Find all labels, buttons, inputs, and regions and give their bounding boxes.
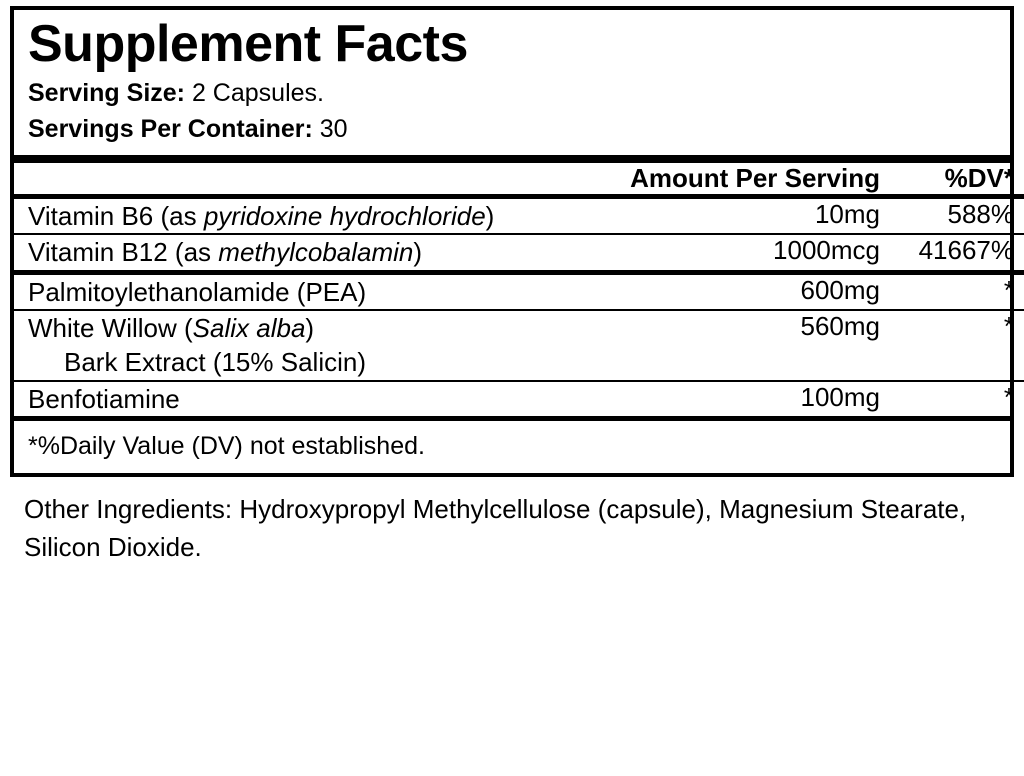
servings-per-container-label: Servings Per Container:	[28, 114, 313, 143]
nutrient-dv: *	[1003, 311, 1014, 342]
table-row	[14, 382, 1024, 416]
nutrient-name-prefix: Benfotiamine	[28, 383, 180, 414]
servings-per-container-value: 30	[319, 114, 348, 143]
nutrient-dv: 41667%	[918, 235, 1014, 266]
table-header-row	[14, 163, 1024, 194]
nutrient-name	[14, 275, 580, 309]
nutrient-name	[14, 311, 580, 380]
nutrient-dv: *	[1003, 381, 1014, 412]
nutrient-name-suffix: )	[485, 201, 495, 232]
nutrient-amount: 100mg	[800, 381, 880, 412]
nutrient-name	[14, 235, 580, 269]
nutrient-amount: 10mg	[814, 199, 880, 230]
nutrient-amount: 600mg	[800, 274, 880, 305]
serving-size-label: Serving Size:	[28, 79, 185, 108]
daily-value-footnote: *%Daily Value (DV) not established.	[28, 432, 425, 461]
nutrient-name-suffix: )	[305, 313, 315, 344]
column-header-amount: Amount Per Serving	[630, 163, 880, 194]
nutrient-name-prefix: Vitamin B6 (as	[28, 201, 204, 232]
serving-size-line	[28, 76, 996, 112]
nutrient-name-suffix: )	[413, 237, 423, 268]
nutrient-name	[14, 199, 580, 233]
nutrient-sub-line: Bark Extract (15% Salicin)	[64, 347, 366, 378]
other-ingredients: Other Ingredients: Hydroxypropyl Methylcellulose (capsule), Magnesium Stearate, Silicon Dioxide.	[24, 494, 967, 562]
table-row	[14, 199, 1024, 233]
column-header-dv: %DV*	[944, 163, 1014, 194]
nutrient-dv: *	[1003, 274, 1014, 305]
nutrient-amount: 1000mcg	[773, 235, 880, 266]
nutrient-name-italic: pyridoxine hydrochloride	[203, 201, 486, 232]
nutrient-name-italic: Salix alba	[192, 313, 306, 344]
serving-size-value: 2 Capsules.	[191, 79, 324, 108]
servings-per-container-line	[28, 112, 996, 148]
nutrition-table	[14, 163, 1024, 416]
column-header-name	[14, 163, 580, 194]
label-header	[14, 10, 1010, 155]
supplement-facts-panel	[10, 6, 1014, 477]
page-title: Supplement Facts	[28, 15, 468, 73]
table-row	[14, 275, 1024, 309]
nutrient-name-prefix: White Willow (	[28, 313, 193, 344]
table-row	[14, 235, 1024, 269]
nutrient-amount: 560mg	[800, 311, 880, 342]
nutrient-name-prefix: Vitamin B12 (as	[28, 237, 219, 268]
table-row	[14, 311, 1024, 380]
nutrient-name-prefix: Palmitoylethanolamide (PEA)	[28, 276, 367, 307]
nutrient-name	[14, 382, 580, 416]
nutrient-dv: 588%	[947, 199, 1014, 230]
header-divider	[14, 155, 1010, 163]
nutrient-name-italic: methylcobalamin	[218, 237, 414, 268]
